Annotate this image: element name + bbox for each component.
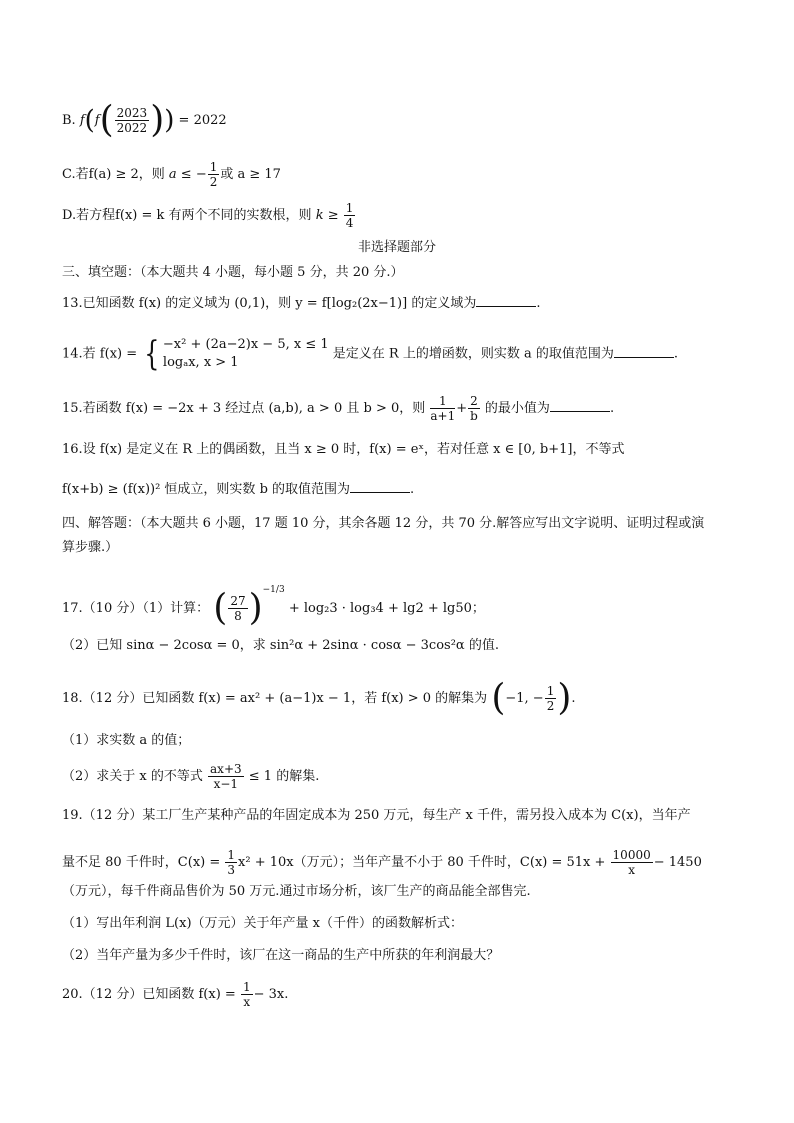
question-19-line1: 19.（12 分）某工厂生产某种产品的年固定成本为 250 万元，每生产 x 千件，需另投入成本为 C(x)，当年产 (62, 808, 691, 823)
question-text: ≤ 1 的解集. (248, 769, 320, 784)
option-label: B. (62, 113, 76, 128)
fraction: $\frac{1}{a+1}$ (430, 394, 456, 423)
question-19-part2: （2）当年产量为多少千件时，该厂在这一商品的生产中所获的年利润最大？ (62, 948, 500, 963)
question-text: − 3x. (253, 987, 289, 1002)
question-text: 20.（12 分）已知函数 f(x) = (62, 987, 236, 1002)
question-17-part2: （2）已知 sinα − 2cosα = 0，求 sin²α + 2sinα · cosα − 3cos²α 的值. (62, 638, 499, 653)
option-label: C.若 (62, 167, 89, 182)
question-text: f(x+b) ≥ (f(x))² 恒成立，则实数 b 的取值范围为 (62, 482, 351, 497)
option-c: C.若f(a) ≥ 2，则 a ≤ − $\frac{1}{2}$ 或 a ≥ 17 (62, 160, 281, 189)
fraction: $\frac{ax+3}{x-1}$ (210, 762, 242, 791)
question-13: 13.已知函数 f(x) 的定义域为 (0,1)，则 y = f[log₂(2x−1)] 的定义域为 . (62, 296, 541, 311)
question-17-part1: 17.（10 分）（1）计算： ( $\frac{27}{8}$ )$^{-1/3}$ + log₂3 · log₃4 + lg2 + lg50； (62, 585, 485, 629)
answer-blank (550, 399, 610, 412)
question-text: − 1450 (653, 855, 702, 870)
answer-blank (614, 345, 674, 358)
question-18-part1: （1）求实数 a 的值； (62, 733, 191, 748)
question-text: x² + 10x（万元）；当年产量不小于 80 千件时，C(x) = 51x + (238, 855, 606, 870)
fraction: $\frac{2}{b}$ (470, 394, 478, 423)
fraction: $\frac{1}{4}$ (345, 201, 354, 230)
question-text: + log₂3 · log₃4 + lg2 + lg50； (288, 601, 485, 616)
question-text: 是定义在 R 上的增函数，则实数 a 的取值范围为 (332, 346, 614, 362)
question-text: （2）求关于 x 的不等式 (62, 769, 203, 784)
question-19-line3: （万元），每千件商品售价为 50 万元.通过市场分析，该厂生产的商品能全部售完. (62, 884, 531, 899)
option-d: D.若方程f(x) = k 有两个不同的实数根，则 k ≥ $\frac{1}{4}$ (62, 201, 354, 230)
question-14: 14.若 f(x) = { −x² + (2a−2)x − 5, x ≤ 1 logₐx, x > 1 是定义在 R 上的增函数，则实数 a 的取值范围为 . (62, 334, 678, 374)
question-15: 15.若函数 f(x) = −2x + 3 经过点 (a,b), a > 0 且 b > 0，则 $\frac{1}{a+1}$ + $\frac{2}{b}$ 的最小值为 . (62, 394, 615, 423)
option-text: f(x) = k 有两个不同的实数根，则 (115, 208, 312, 223)
fraction: $\frac{1}{x}$ (242, 980, 251, 1009)
exponent: −1/3 (262, 585, 285, 595)
option-value: = 2022 (178, 113, 227, 128)
fraction: $\frac{1}{2}$ (546, 684, 555, 713)
piecewise-cases (163, 336, 329, 372)
question-text: 量不足 80 千件时，C(x) = (62, 855, 221, 870)
question-16-line2: f(x+b) ≥ (f(x))² 恒成立，则实数 b 的取值范围为 . (62, 482, 415, 497)
section-heading: 非选择题部分 (357, 240, 436, 255)
question-text: 18.（12 分）已知函数 f(x) = ax² + (a−1)x − 1，若 f(x) > 0 的解集为 (62, 691, 488, 706)
question-19-line2 (62, 848, 702, 877)
section-three-title: 三、填空题：（本大题共 4 小题，每小题 5 分，共 20 分.） (62, 265, 404, 280)
question-text: 17.（10 分）（1）计算： (62, 601, 210, 616)
section-four-title: 四、解答题：（本大题共 6 小题，17 题 10 分，其余各题 12 分，共 70 分.解答应写出文字说明、证明过程或演 (62, 516, 705, 531)
question-19-part1: （1）写出年利润 L(x)（万元）关于年产量 x（千件）的函数解析式： (62, 916, 463, 931)
case-line: logₐx, x > 1 (162, 355, 239, 370)
question-20 (62, 980, 288, 1009)
fraction: $\frac{27}{8}$ (230, 594, 246, 623)
fraction: $\frac{1}{3}$ (227, 848, 236, 877)
option-text: f(a) ≥ 2，则 (88, 167, 165, 182)
question-16-line1: 16.设 f(x) 是定义在 R 上的偶函数，且当 x ≥ 0 时，f(x) = eˣ，若对任意 x ∈ [0, b+1]，不等式 (62, 442, 625, 457)
question-text: 15.若函数 f(x) = −2x + 3 经过点 (a,b), a > 0 且 b > 0，则 (62, 401, 426, 416)
question-18: 18.（12 分）已知函数 f(x) = ax² + (a−1)x − 1，若 f(x) > 0 的解集为 (−1, − $\frac{1}{2}$ ). (62, 677, 576, 719)
question-text: 13.已知函数 f(x) 的定义域为 (0,1)，则 y = f[log₂(2x−1)] 的定义域为 (62, 296, 477, 311)
section-four-title-cont: 算步骤.） (62, 540, 119, 555)
question-text: 的最小值为 (484, 401, 550, 416)
fraction: $\frac{1}{2}$ (209, 160, 218, 189)
question-text: 14.若 f(x) = (62, 346, 138, 362)
fraction: $\frac{10000}{x}$ (612, 848, 651, 877)
option-label: D.若方程 (62, 208, 116, 223)
case-line: −x² + (2a−2)x − 5, x ≤ 1 (162, 337, 329, 352)
question-18-part2 (62, 762, 319, 791)
option-text: 或 a ≥ 17 (220, 167, 281, 182)
fraction: $\frac{2023}{2022}$ (116, 106, 148, 135)
answer-blank (350, 480, 410, 493)
option-b: B. f(f( $\frac{2023}{2022}$ )) = 2022 (62, 99, 227, 141)
answer-blank (476, 294, 536, 307)
